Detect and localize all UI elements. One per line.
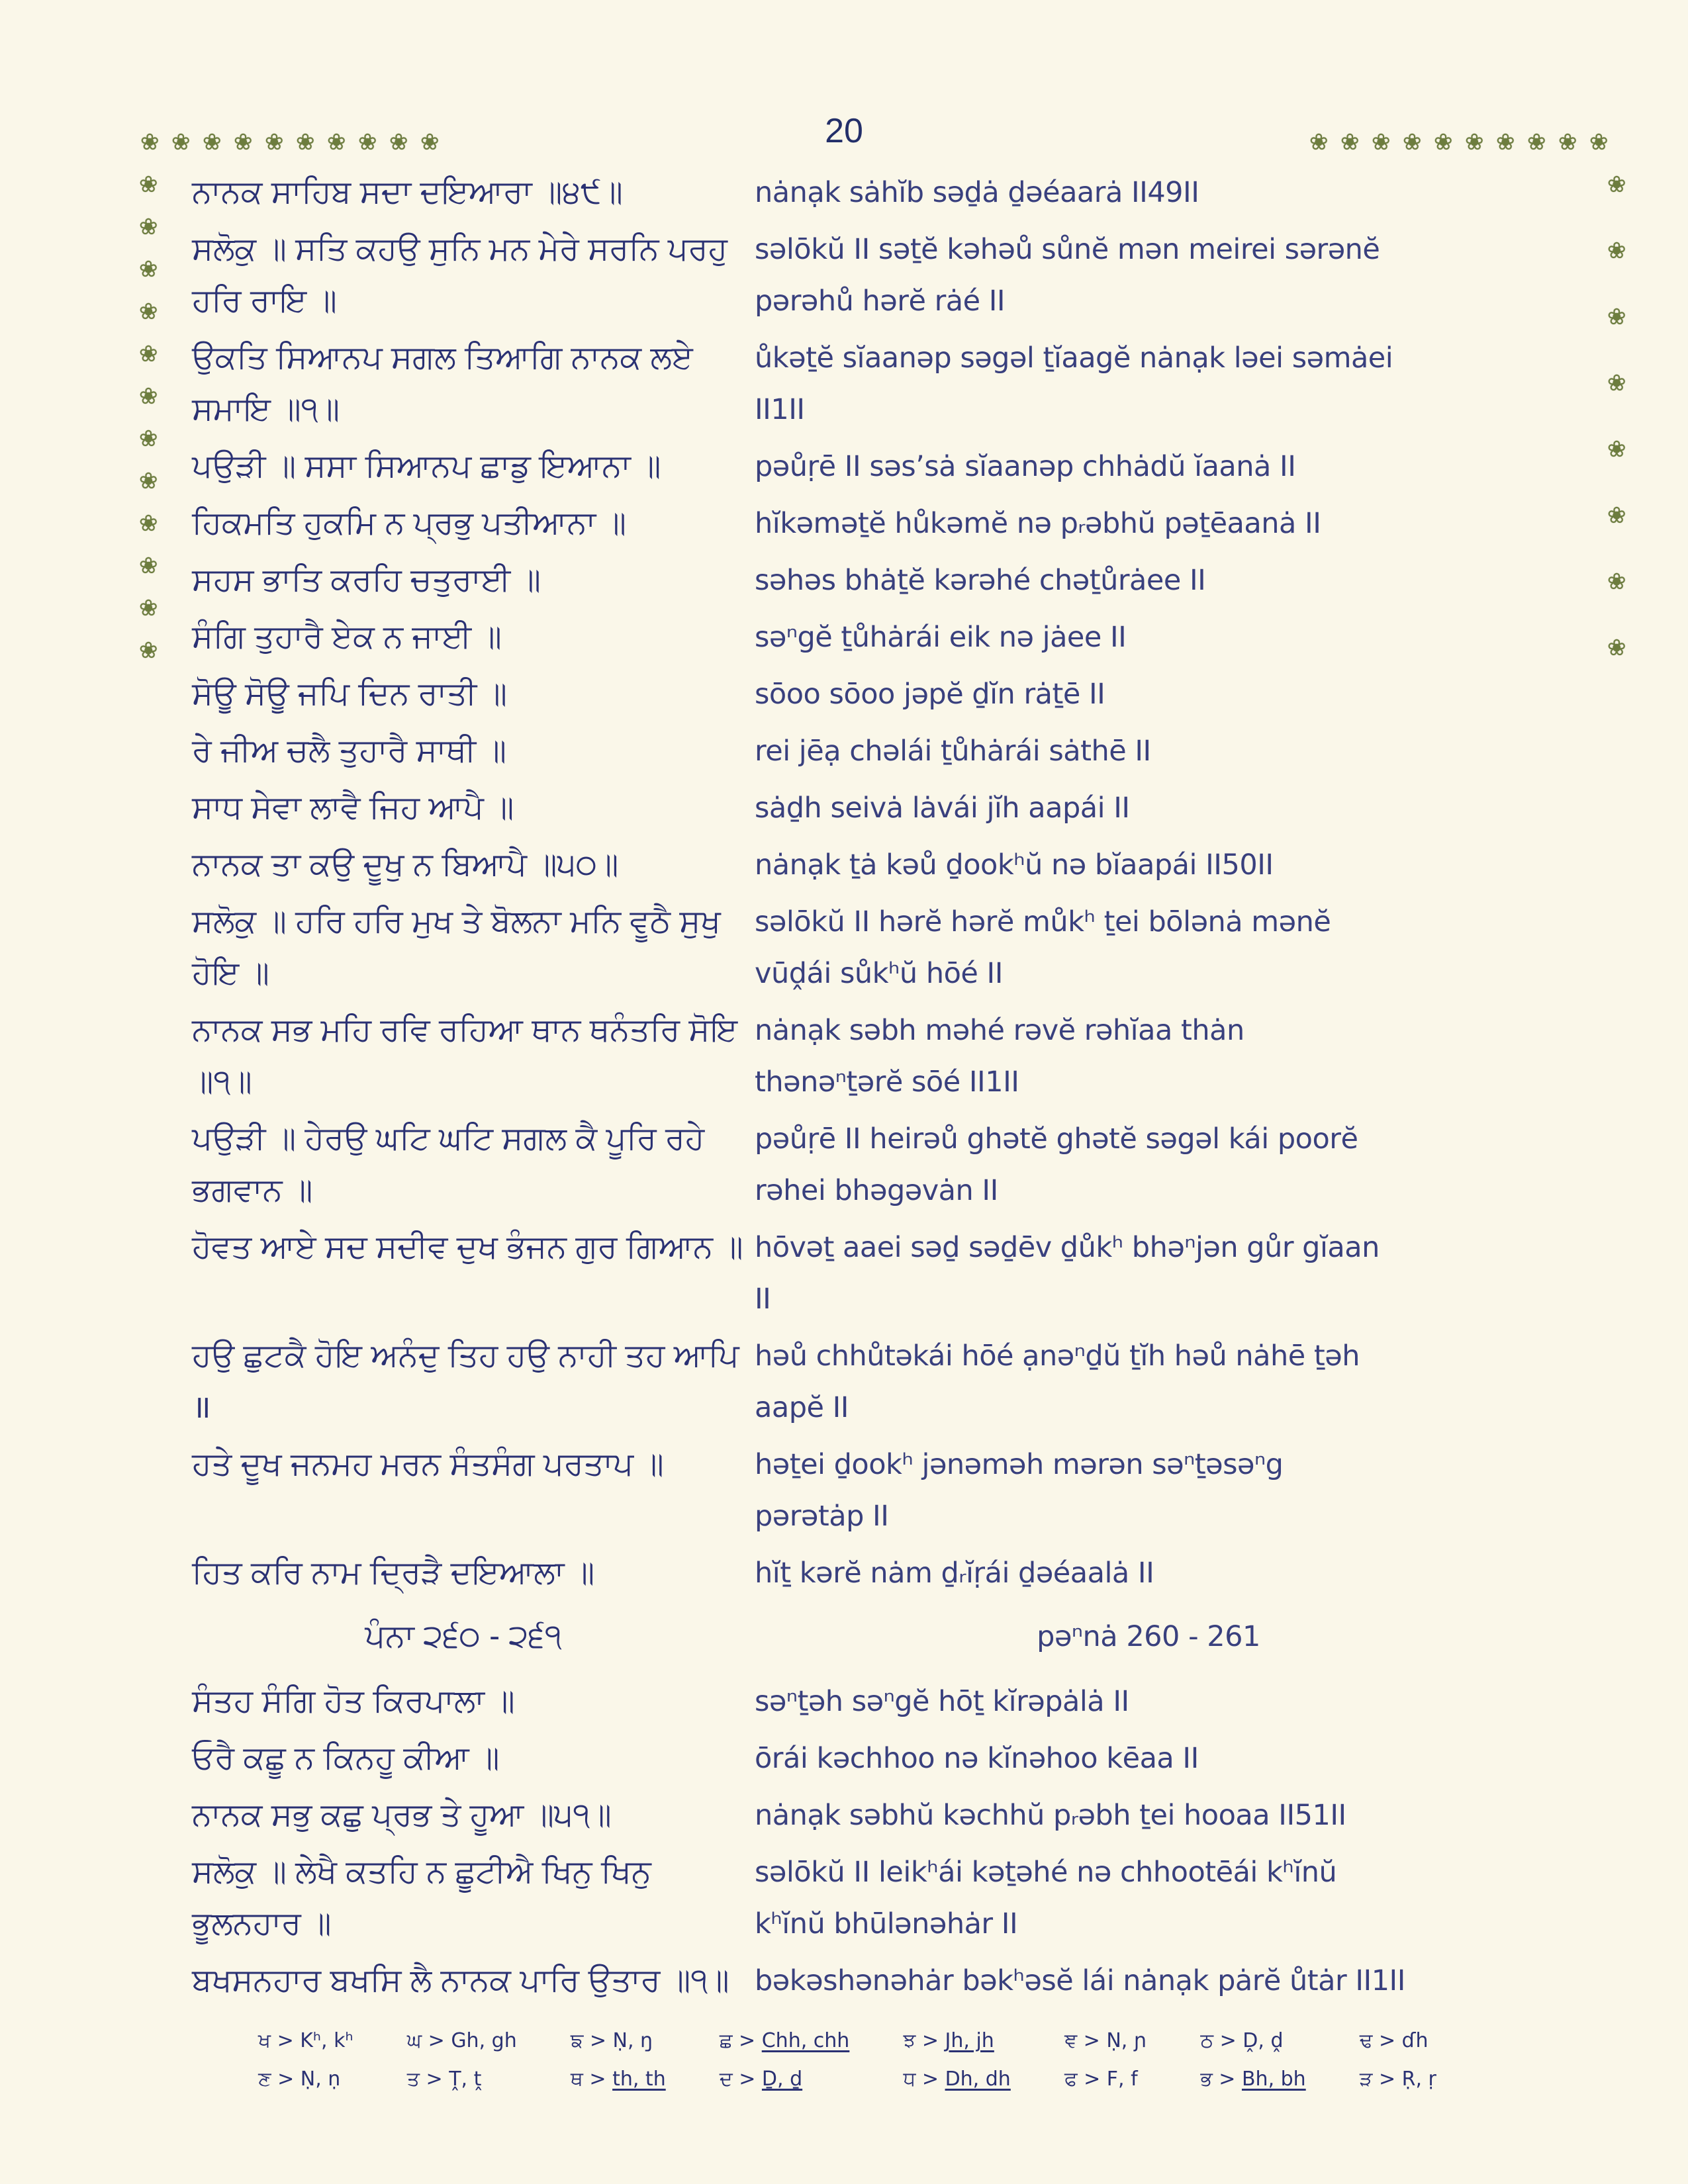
roman-line: kʰĭnŭ bhūlənəhȧr II bbox=[755, 1907, 1018, 1940]
roman-cell bbox=[755, 839, 1542, 891]
gurmukhi-letter: ਤ bbox=[406, 2068, 420, 2091]
verse-row bbox=[192, 167, 1523, 218]
flower-icon: ❀ bbox=[139, 638, 158, 663]
roman-line: səlōkŭ II hərĕ hərĕ můkʰ ṯei bōlənȧ mənĕ bbox=[755, 905, 1331, 938]
legend-entry: ਫ > F, f bbox=[1064, 2068, 1138, 2091]
verse-row bbox=[192, 441, 1523, 492]
gurmukhi-line: ਨਾਨਕ ਤਾ ਕਉ ਦੂਖੁ ਨ ਬਿਆਪੈ ॥੫੦॥ bbox=[192, 847, 619, 882]
roman-line: nȧnạk sȧhĭb səḏȧ ḏəéaarȧ II49II bbox=[755, 176, 1199, 209]
legend-entry: ਤ > Ṱ, ṱ bbox=[406, 2068, 482, 2091]
roman-cell bbox=[755, 896, 1542, 999]
roman-line: səhəs bhȧṯĕ kərəhé chəṯůrȧee II bbox=[755, 564, 1206, 597]
verse-row bbox=[192, 668, 1523, 720]
roman-cell bbox=[755, 1330, 1542, 1433]
verse-row bbox=[192, 782, 1523, 834]
legend-transliteration: Ṇ, ŋ bbox=[612, 2029, 653, 2052]
gurmukhi-cell bbox=[192, 782, 735, 834]
gurmukhi-letter: ਧ bbox=[903, 2068, 916, 2091]
legend-entry: ਘ > Gh, gh bbox=[406, 2029, 517, 2052]
flower-icon: ❀ bbox=[1340, 130, 1360, 155]
flower-icon: ❀ bbox=[139, 384, 158, 409]
gurmukhi-letter: ਫ bbox=[1064, 2068, 1078, 2091]
roman-cell bbox=[755, 1611, 1542, 1662]
gurmukhi-line: ॥ bbox=[192, 1390, 211, 1425]
gurmukhi-line: ਹਤੇ ਦੂਖ ਜਨਮਹ ਮਰਨ ਸੰਤਸੰਗ ਪਰਤਾਪ ॥ bbox=[192, 1447, 664, 1482]
gurmukhi-line: ਪਉੜੀ ॥ ਹੇਰਉ ਘਟਿ ਘਟਿ ਸਗਲ ਕੈ ਪੂਰਿ ਰਹੇ bbox=[192, 1121, 705, 1156]
flower-icon: ❀ bbox=[358, 130, 377, 155]
flower-icon: ❀ bbox=[1309, 130, 1329, 155]
flower-icon: ❀ bbox=[327, 130, 346, 155]
legend-transliteration: Ṛ, ṛ bbox=[1401, 2068, 1436, 2091]
roman-line: pəⁿnȧ 260 - 261 bbox=[1037, 1620, 1260, 1653]
flower-icon: ❀ bbox=[1372, 130, 1391, 155]
legend-transliteration: ɗh bbox=[1401, 2029, 1429, 2052]
roman-cell bbox=[755, 782, 1542, 834]
roman-cell bbox=[755, 1733, 1542, 1784]
legend-transliteration: Gh, gh bbox=[451, 2029, 517, 2052]
gurmukhi-line: ਸੋਊ ਸੋਊ ਜਪਿ ਦਿਨ ਰਾਤੀ ॥ bbox=[192, 676, 508, 711]
legend-transliteration: th, th bbox=[612, 2068, 666, 2091]
roman-line: pərəhů hərĕ rȧé II bbox=[755, 285, 1006, 318]
roman-cell bbox=[755, 1222, 1542, 1325]
legend-entry: ਣ > Ṇ, ṇ bbox=[258, 2068, 341, 2091]
legend-entry: ਧ > Dh, dh bbox=[903, 2068, 1011, 2091]
verse-row bbox=[192, 1733, 1523, 1784]
roman-line: hĭṯ kərĕ nȧm ḏᵣĭṛái ḏəéaalȧ II bbox=[755, 1557, 1154, 1590]
gurmukhi-cell bbox=[192, 1547, 735, 1599]
gurmukhi-cell bbox=[192, 1439, 735, 1490]
verse-row bbox=[192, 1846, 1523, 1950]
roman-line: həů chhůtəkái hōé ạnəⁿḏŭ ṯĭh həů nȧhē ṯəh bbox=[755, 1340, 1360, 1373]
gurmukhi-line: ਸਲੋਕੁ ॥ ਹਰਿ ਹਰਿ ਮੁਖ ਤੇ ਬੋਲਨਾ ਮਨਿ ਵੂਠੈ ਸੁਖੁ bbox=[192, 904, 721, 939]
flower-icon: ❀ bbox=[139, 511, 158, 536]
gurmukhi-cell bbox=[192, 224, 735, 327]
scripture-two-column-text bbox=[192, 167, 1523, 2012]
flower-icon: ❀ bbox=[1607, 635, 1626, 660]
legend-transliteration: Ḏ, ḏ bbox=[761, 2068, 803, 2091]
flower-icon: ❀ bbox=[1607, 503, 1626, 528]
verse-row bbox=[192, 612, 1523, 663]
legend-transliteration: F, f bbox=[1106, 2068, 1138, 2091]
flower-icon: ❀ bbox=[139, 553, 158, 578]
flower-icon: ❀ bbox=[1589, 130, 1609, 155]
roman-cell bbox=[755, 1676, 1542, 1727]
roman-cell bbox=[755, 612, 1542, 663]
legend-entry: ਙ > Ṇ, ŋ bbox=[570, 2029, 653, 2052]
flower-icon: ❀ bbox=[389, 130, 408, 155]
flower-icon: ❀ bbox=[420, 130, 440, 155]
transliteration-key bbox=[258, 2026, 1436, 2094]
roman-cell bbox=[755, 1955, 1542, 2007]
flower-icon: ❀ bbox=[234, 130, 253, 155]
flower-icon: ❀ bbox=[1607, 437, 1626, 462]
gurmukhi-letter: ਣ bbox=[258, 2068, 271, 2091]
gurmukhi-cell bbox=[192, 1611, 735, 1662]
gurmukhi-cell bbox=[192, 1790, 735, 1841]
gurmukhi-line: ਹਿਤ ਕਰਿ ਨਾਮ ਦ੍ਰਿੜੈ ਦਇਆਲਾ ॥ bbox=[192, 1555, 595, 1590]
verse-row bbox=[192, 332, 1523, 435]
verse-row bbox=[192, 1439, 1523, 1542]
gurmukhi-line: ਬਖਸਨਹਾਰ ਬਖਸਿ ਲੈ ਨਾਨਕ ਪਾਰਿ ਉਤਾਰ ॥੧॥ bbox=[192, 1963, 729, 1998]
verse-row bbox=[192, 1005, 1523, 1108]
verse-row bbox=[192, 1676, 1523, 1727]
legend-entry: ਝ > Jh, jh bbox=[903, 2029, 994, 2052]
roman-line: bəkəshənəhȧr bəkʰəsĕ lái nȧnạk pȧrĕ ůtȧr II1II bbox=[755, 1964, 1405, 1997]
legend-entry: ਞ > Ṇ, ɲ bbox=[1064, 2029, 1147, 2052]
roman-line: II1II bbox=[755, 393, 805, 426]
gurmukhi-letter: ਖ bbox=[258, 2029, 271, 2052]
legend-transliteration: Ṱ, ṱ bbox=[449, 2068, 482, 2091]
roman-cell bbox=[755, 668, 1542, 720]
roman-line: hōvəṯ aaei səḏ səḏēv ḏůkʰ bhəⁿjən gůr gĭaan bbox=[755, 1231, 1380, 1264]
flower-icon: ❀ bbox=[171, 130, 191, 155]
gurmukhi-letter: ਛ bbox=[719, 2029, 733, 2052]
roman-cell bbox=[755, 1439, 1542, 1542]
roman-line: vūḓái sůkʰŭ hōé II bbox=[755, 957, 1003, 990]
gurmukhi-cell bbox=[192, 1955, 735, 2007]
roman-line: thənəⁿṯərĕ sōé II1II bbox=[755, 1066, 1019, 1099]
legend-transliteration: Jh, jh bbox=[945, 2029, 994, 2052]
gurmukhi-cell bbox=[192, 332, 735, 435]
legend-transliteration: Chh, chh bbox=[761, 2029, 850, 2052]
gurmukhi-cell bbox=[192, 1005, 738, 1108]
flower-icon: ❀ bbox=[203, 130, 222, 155]
legend-entry: ਛ > Chh, chh bbox=[719, 2029, 850, 2052]
flower-icon: ❀ bbox=[139, 341, 158, 367]
verse-row bbox=[192, 1330, 1523, 1433]
legend-entry: ਠ > Ḓ, ḓ bbox=[1200, 2029, 1284, 2052]
flower-icon: ❀ bbox=[1607, 304, 1626, 330]
gurmukhi-line: ਰੇ ਜੀਅ ਚਲੈ ਤੁਹਾਰੈ ਸਾਥੀ ॥ bbox=[192, 733, 506, 768]
gurmukhi-cell bbox=[192, 1330, 739, 1433]
flower-icon: ❀ bbox=[1403, 130, 1422, 155]
gurmukhi-line: ਸੰਗਿ ਤੁਹਾਰੈ ਏਕ ਨ ਜਾਈ ॥ bbox=[192, 619, 502, 655]
roman-line: ůkəṯĕ sĭaanəp səgəl ṯĭaagĕ nȧnạk ləei səmȧei bbox=[755, 341, 1393, 375]
gurmukhi-cell bbox=[192, 725, 735, 777]
legend-transliteration: Kʰ, kʰ bbox=[300, 2029, 353, 2052]
gurmukhi-letter: ਠ bbox=[1200, 2029, 1214, 2052]
gurmukhi-line: ਉਕਤਿ ਸਿਆਨਪ ਸਗਲ ਤਿਆਗਿ ਨਾਨਕ ਲਏ bbox=[192, 340, 693, 375]
flower-icon: ❀ bbox=[139, 426, 158, 451]
gurmukhi-letter: ਘ bbox=[406, 2029, 422, 2052]
gurmukhi-cell bbox=[192, 896, 735, 999]
roman-line: səⁿṯəh səⁿgĕ hōṯ kĭrəpȧlȧ II bbox=[755, 1685, 1129, 1718]
gurmukhi-line: ਹਉ ਛੁਟਕੈ ਹੋਇ ਅਨੰਦੁ ਤਿਹ ਹਉ ਨਾਹੀ ਤਹ ਆਪਿ bbox=[192, 1338, 739, 1373]
roman-cell bbox=[755, 1005, 1542, 1108]
verse-row bbox=[192, 224, 1523, 327]
gurmukhi-cell bbox=[192, 555, 735, 606]
roman-line: hĭkəməṯĕ hůkəmĕ nə pᵣəbhŭ pəṯēaanȧ II bbox=[755, 507, 1321, 540]
gurmukhi-line: ਸਹਸ ਭਾਤਿ ਕਰਹਿ ਚਤੁਰਾਈ ॥ bbox=[192, 563, 541, 598]
gurmukhi-line: ਸਮਾਇ ॥੧॥ bbox=[192, 392, 340, 427]
gurmukhi-line: ਸਲੋਕੁ ॥ ਲੇਖੈ ਕਤਹਿ ਨ ਛੂਟੀਐ ਖਿਨੁ ਖਿਨੁ bbox=[192, 1854, 651, 1889]
roman-line: aapĕ II bbox=[755, 1391, 849, 1424]
gurmukhi-line: ਓਰੈ ਕਛੂ ਨ ਕਿਨਹੂ ਕੀਆ ॥ bbox=[192, 1741, 500, 1776]
verse-row bbox=[192, 1790, 1523, 1841]
gurmukhi-cell bbox=[192, 1846, 735, 1950]
roman-line: pərətȧp II bbox=[755, 1500, 889, 1533]
gurmukhi-letter: ਝ bbox=[903, 2029, 916, 2052]
flower-icon: ❀ bbox=[296, 130, 315, 155]
roman-cell bbox=[755, 1547, 1542, 1599]
legend-entry: ਭ > Bh, bh bbox=[1200, 2068, 1306, 2091]
roman-cell bbox=[755, 332, 1542, 435]
verse-row bbox=[192, 1611, 1523, 1662]
flower-icon: ❀ bbox=[1607, 569, 1626, 594]
roman-cell bbox=[755, 167, 1542, 218]
flower-icon: ❀ bbox=[139, 172, 158, 197]
gurmukhi-letter: ਥ bbox=[570, 2068, 583, 2091]
roman-line: nȧnạk səbhŭ kəchhŭ pᵣəbh ṯei hooaa II51II bbox=[755, 1799, 1346, 1832]
gurmukhi-line: ਭੂਲਨਹਾਰ ॥ bbox=[192, 1906, 332, 1941]
roman-line: səlōkŭ II səṯĕ kəhəů sůnĕ mən meirei sərənĕ bbox=[755, 233, 1380, 266]
legend-entry: ੜ > Ṛ, ṛ bbox=[1359, 2068, 1436, 2091]
gurmukhi-cell bbox=[192, 668, 735, 720]
gurmukhi-line: ਭਗਵਾਨ ॥ bbox=[192, 1173, 313, 1208]
flower-icon: ❀ bbox=[1434, 130, 1453, 155]
flower-icon: ❀ bbox=[1527, 130, 1546, 155]
gurmukhi-cell bbox=[192, 1113, 735, 1216]
gurmukhi-line: ਹਰਿ ਰਾਇ ॥ bbox=[192, 283, 337, 318]
legend-entry: ਦ > Ḏ, ḏ bbox=[719, 2068, 803, 2091]
gurmukhi-letter: ਢ bbox=[1359, 2029, 1373, 2052]
gurmukhi-line: ਸਾਧ ਸੇਵਾ ਲਾਵੈ ਜਿਹ ਆਪੈ ॥ bbox=[192, 790, 514, 825]
roman-cell bbox=[755, 1790, 1542, 1841]
gurmukhi-line: ਹਿਕਮਤਿ ਹੁਕਮਿ ਨ ਪ੍ਰਭੁ ਪਤੀਆਨਾ ॥ bbox=[192, 506, 626, 541]
flower-icon: ❀ bbox=[1465, 130, 1484, 155]
flower-icon: ❀ bbox=[1496, 130, 1515, 155]
roman-line: sōoo sōoo jəpĕ ḏĭn rȧṯē II bbox=[755, 678, 1105, 711]
gurmukhi-line: ਹੋਇ ॥ bbox=[192, 956, 269, 991]
roman-cell bbox=[755, 555, 1542, 606]
roman-line: rei jēạ chəlái ṯůhȧrái sȧthē II bbox=[755, 735, 1151, 768]
roman-line: səlōkŭ II leikʰái kəṯəhé nə chhootēái kʰĭnŭ bbox=[755, 1856, 1337, 1889]
gurmukhi-line: ॥੧॥ bbox=[192, 1064, 252, 1099]
verse-row bbox=[192, 1222, 1523, 1325]
gurmukhi-line: ਪੰਨਾ ੨੬੦ - ੨੬੧ bbox=[365, 1619, 562, 1654]
verse-row bbox=[192, 498, 1523, 549]
flower-icon: ❀ bbox=[1607, 371, 1626, 396]
legend-transliteration: Ḓ, ḓ bbox=[1243, 2029, 1284, 2052]
flower-icon: ❀ bbox=[139, 596, 158, 621]
gurmukhi-line: ਨਾਨਕ ਸਭ ਮਹਿ ਰਵਿ ਰਹਿਆ ਥਾਨ ਥਨੰਤਰਿ ਸੋਇ bbox=[192, 1013, 738, 1048]
gurmukhi-line: ਸਲੋਕੁ ॥ ਸਤਿ ਕਹਉ ਸੁਨਿ ਮਨ ਮੇਰੇ ਸਰਨਿ ਪਰਹੁ bbox=[192, 232, 727, 267]
gurmukhi-cell bbox=[192, 1733, 735, 1784]
verse-row bbox=[192, 725, 1523, 777]
verse-row bbox=[192, 896, 1523, 999]
roman-line: pəůṛē II səsʼsȧ sĭaanəp chhȧdŭ ĭaanȧ II bbox=[755, 450, 1296, 483]
gurmukhi-letter: ਦ bbox=[719, 2068, 733, 2091]
roman-cell bbox=[755, 1846, 1542, 1950]
roman-cell bbox=[755, 1113, 1542, 1216]
gurmukhi-line: ਨਾਨਕ ਸਭੁ ਕਛੁ ਪ੍ਰਭ ਤੇ ਹੂਆ ॥੫੧॥ bbox=[192, 1797, 612, 1833]
gurmukhi-cell bbox=[192, 441, 735, 492]
gurmukhi-line: ਹੋਵਤ ਆਏ ਸਦ ਸਦੀਵ ਦੁਖ ਭੰਜਨ ਗੁਰ ਗਿਆਨ ॥ bbox=[192, 1230, 743, 1265]
roman-line: ōrái kəchhoo nə kĭnəhoo kēaa II bbox=[755, 1742, 1199, 1775]
gurmukhi-letter: ਭ bbox=[1200, 2068, 1213, 2091]
gurmukhi-cell bbox=[192, 1222, 743, 1273]
flower-icon: ❀ bbox=[139, 257, 158, 282]
gurmukhi-letter: ਞ bbox=[1064, 2029, 1078, 2052]
flower-icon: ❀ bbox=[139, 299, 158, 324]
legend-entry: ਢ > ɗh bbox=[1359, 2029, 1429, 2052]
legend-entry: ਥ > th, th bbox=[570, 2068, 666, 2091]
flower-icon: ❀ bbox=[1607, 172, 1626, 197]
verse-row bbox=[192, 555, 1523, 606]
legend-transliteration: Dh, dh bbox=[945, 2068, 1011, 2091]
flower-icon: ❀ bbox=[139, 214, 158, 240]
flower-icon: ❀ bbox=[1607, 238, 1626, 263]
legend-transliteration: Bh, bh bbox=[1241, 2068, 1306, 2091]
roman-line: nȧnạk ṯȧ kəů ḏookʰŭ nə bĭaapái II50II bbox=[755, 848, 1274, 882]
roman-line: səⁿgĕ ṯůhȧrái eik nə jȧee II bbox=[755, 621, 1127, 654]
gurmukhi-cell bbox=[192, 1676, 735, 1727]
roman-line: pəůṛē II heirəů ghətĕ ghətĕ səgəl kái poorĕ bbox=[755, 1122, 1358, 1156]
verse-row bbox=[192, 1955, 1523, 2007]
verse-row bbox=[192, 1113, 1523, 1216]
gurmukhi-letter: ੜ bbox=[1359, 2068, 1373, 2091]
gurmukhi-cell bbox=[192, 498, 735, 549]
gurmukhi-line: ਨਾਨਕ ਸਾਹਿਬ ਸਦਾ ਦਇਆਰਾ ॥੪੯॥ bbox=[192, 175, 623, 210]
flower-icon: ❀ bbox=[140, 130, 160, 155]
gurmukhi-line: ਪਉੜੀ ॥ ਸਸਾ ਸਿਆਨਪ ਛਾਡੁ ਇਆਨਾ ॥ bbox=[192, 449, 661, 484]
verse-row bbox=[192, 839, 1523, 891]
flower-icon: ❀ bbox=[265, 130, 284, 155]
roman-line: rəhei bhəgəvȧn II bbox=[755, 1174, 998, 1207]
legend-transliteration: Ṇ, ṇ bbox=[300, 2068, 341, 2091]
flower-icon: ❀ bbox=[1558, 130, 1577, 155]
flower-icon: ❀ bbox=[139, 469, 158, 494]
gurmukhi-cell bbox=[192, 839, 735, 891]
roman-cell bbox=[755, 224, 1542, 327]
verse-row bbox=[192, 1547, 1523, 1599]
roman-line: II bbox=[755, 1283, 771, 1316]
gurmukhi-line: ਸੰਤਹ ਸੰਗਿ ਹੋਤ ਕਿਰਪਾਲਾ ॥ bbox=[192, 1684, 515, 1719]
legend-transliteration: Ṇ, ɲ bbox=[1106, 2029, 1147, 2052]
roman-line: nȧnạk səbh məhé rəvĕ rəhĭaa thȧn bbox=[755, 1014, 1244, 1047]
gurmukhi-cell bbox=[192, 612, 735, 663]
roman-cell bbox=[755, 441, 1542, 492]
legend-entry: ਖ > Kʰ, kʰ bbox=[258, 2029, 353, 2052]
gurmukhi-cell bbox=[192, 167, 735, 218]
roman-line: sȧḏh seivȧ lȧvái jĭh aapái II bbox=[755, 792, 1130, 825]
gurmukhi-letter: ਙ bbox=[570, 2029, 584, 2052]
roman-line: həṯei ḏookʰ jənəməh mərən səⁿṯəsəⁿg bbox=[755, 1448, 1284, 1481]
roman-cell bbox=[755, 498, 1542, 549]
roman-cell bbox=[755, 725, 1542, 777]
page-number: 20 bbox=[825, 112, 863, 150]
